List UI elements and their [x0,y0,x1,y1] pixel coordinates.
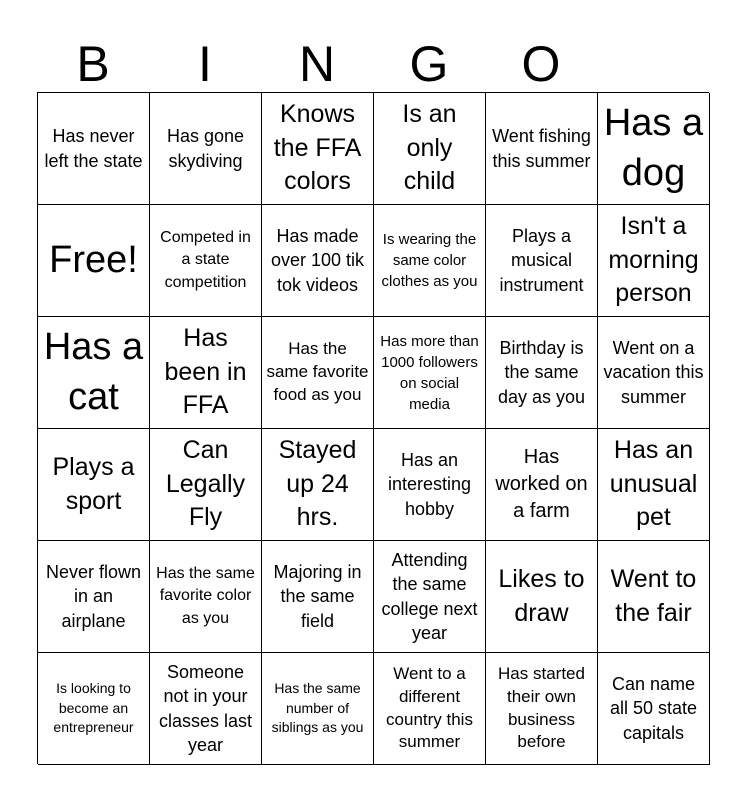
cell-text: Has started their own business before [498,663,585,752]
header-letter-n: N [298,36,336,92]
cell-text: Has never left the state [44,126,143,171]
bingo-cell[interactable] [598,429,710,541]
bingo-cell[interactable] [38,317,150,429]
header-letter-b: B [76,36,110,92]
bingo-cell-free[interactable] [38,205,150,317]
cell-text: Birthday is the same day as you [497,338,586,407]
cell-text: Plays a sport [52,452,135,515]
cell-text: Stayed up 24 hrs. [278,435,357,532]
cell-text: Likes to draw [498,564,585,627]
header-letter-i: I [198,36,212,92]
cell-text: Has an unusual pet [609,435,698,532]
cell-text: Went to the fair [610,564,697,627]
bingo-cell[interactable] [150,205,262,317]
bingo-cell[interactable] [150,653,262,765]
cell-text: Is an only child [402,99,457,196]
bingo-cell[interactable] [262,653,374,765]
bingo-cell[interactable] [486,317,598,429]
cell-text: Has worked on a farm [495,446,588,522]
cell-text: Has more than 1000 followers on social media [380,332,479,413]
bingo-cell[interactable] [598,653,710,765]
cell-text: Can name all 50 state capitals [609,674,698,743]
bingo-cell[interactable] [486,541,598,653]
bingo-cell[interactable] [486,205,598,317]
cell-text: Has the same favorite color as you [156,564,255,627]
cell-text: Never flown in an airplane [45,562,142,631]
bingo-cell[interactable] [262,541,374,653]
bingo-cell[interactable] [262,317,374,429]
bingo-cell[interactable] [486,429,598,541]
bingo-cell[interactable] [486,653,598,765]
bingo-header [37,36,709,92]
bingo-cell[interactable] [374,205,486,317]
cell-text: Attending the same college next year [381,549,478,643]
cell-text: Has the same favorite food as you [266,339,369,404]
cell-text: Competed in a state competition [160,228,251,291]
cell-text: Knows the FFA colors [273,99,362,196]
bingo-cell[interactable] [150,93,262,205]
bingo-cell[interactable] [374,653,486,765]
cell-text: Is looking to become an entrepreneur [53,680,134,736]
bingo-cell[interactable] [38,93,150,205]
bingo-cell[interactable] [150,317,262,429]
cell-text: Has made over 100 tik tok videos [270,226,365,295]
cell-text: Has an interesting hobby [387,450,472,519]
cell-text: Has the same number of siblings as you [271,680,364,736]
header-letter-o: O [521,36,561,92]
header-letter-g: G [409,36,449,92]
bingo-cell[interactable] [374,93,486,205]
bingo-cell[interactable] [598,541,710,653]
bingo-cell[interactable] [262,93,374,205]
bingo-cell[interactable] [38,429,150,541]
cell-text: Has a dog [603,102,704,194]
cell-text: Can Legally Fly [165,435,246,532]
cell-text: Went fishing this summer [492,126,591,171]
cell-text: Free! [49,238,138,281]
bingo-board [37,92,709,764]
bingo-cell[interactable] [486,93,598,205]
bingo-cell[interactable] [150,541,262,653]
cell-text: Went to a different country this summer [386,663,473,752]
bingo-cell[interactable] [262,429,374,541]
cell-text: Isn't a morning person [608,211,699,308]
cell-text: Is wearing the same color clothes as you [381,231,478,290]
cell-text: Plays a musical instrument [499,226,584,295]
cell-text: Someone not in your classes last year [158,661,253,755]
bingo-cell[interactable] [150,429,262,541]
bingo-cell[interactable] [598,317,710,429]
cell-text: Went on a vacation this summer [603,338,704,407]
cell-text: Has a cat [43,326,144,418]
cell-text: Has gone skydiving [166,126,245,171]
cell-text: Has been in FFA [164,323,247,420]
bingo-cell[interactable] [38,541,150,653]
bingo-cell[interactable] [598,205,710,317]
bingo-cell[interactable] [38,653,150,765]
cell-text: Majoring in the same field [273,562,362,631]
bingo-cell[interactable] [374,541,486,653]
bingo-cell[interactable] [374,429,486,541]
bingo-cell[interactable] [262,205,374,317]
bingo-cell[interactable] [598,93,710,205]
bingo-cell[interactable] [374,317,486,429]
header-letter-blank [597,36,709,92]
